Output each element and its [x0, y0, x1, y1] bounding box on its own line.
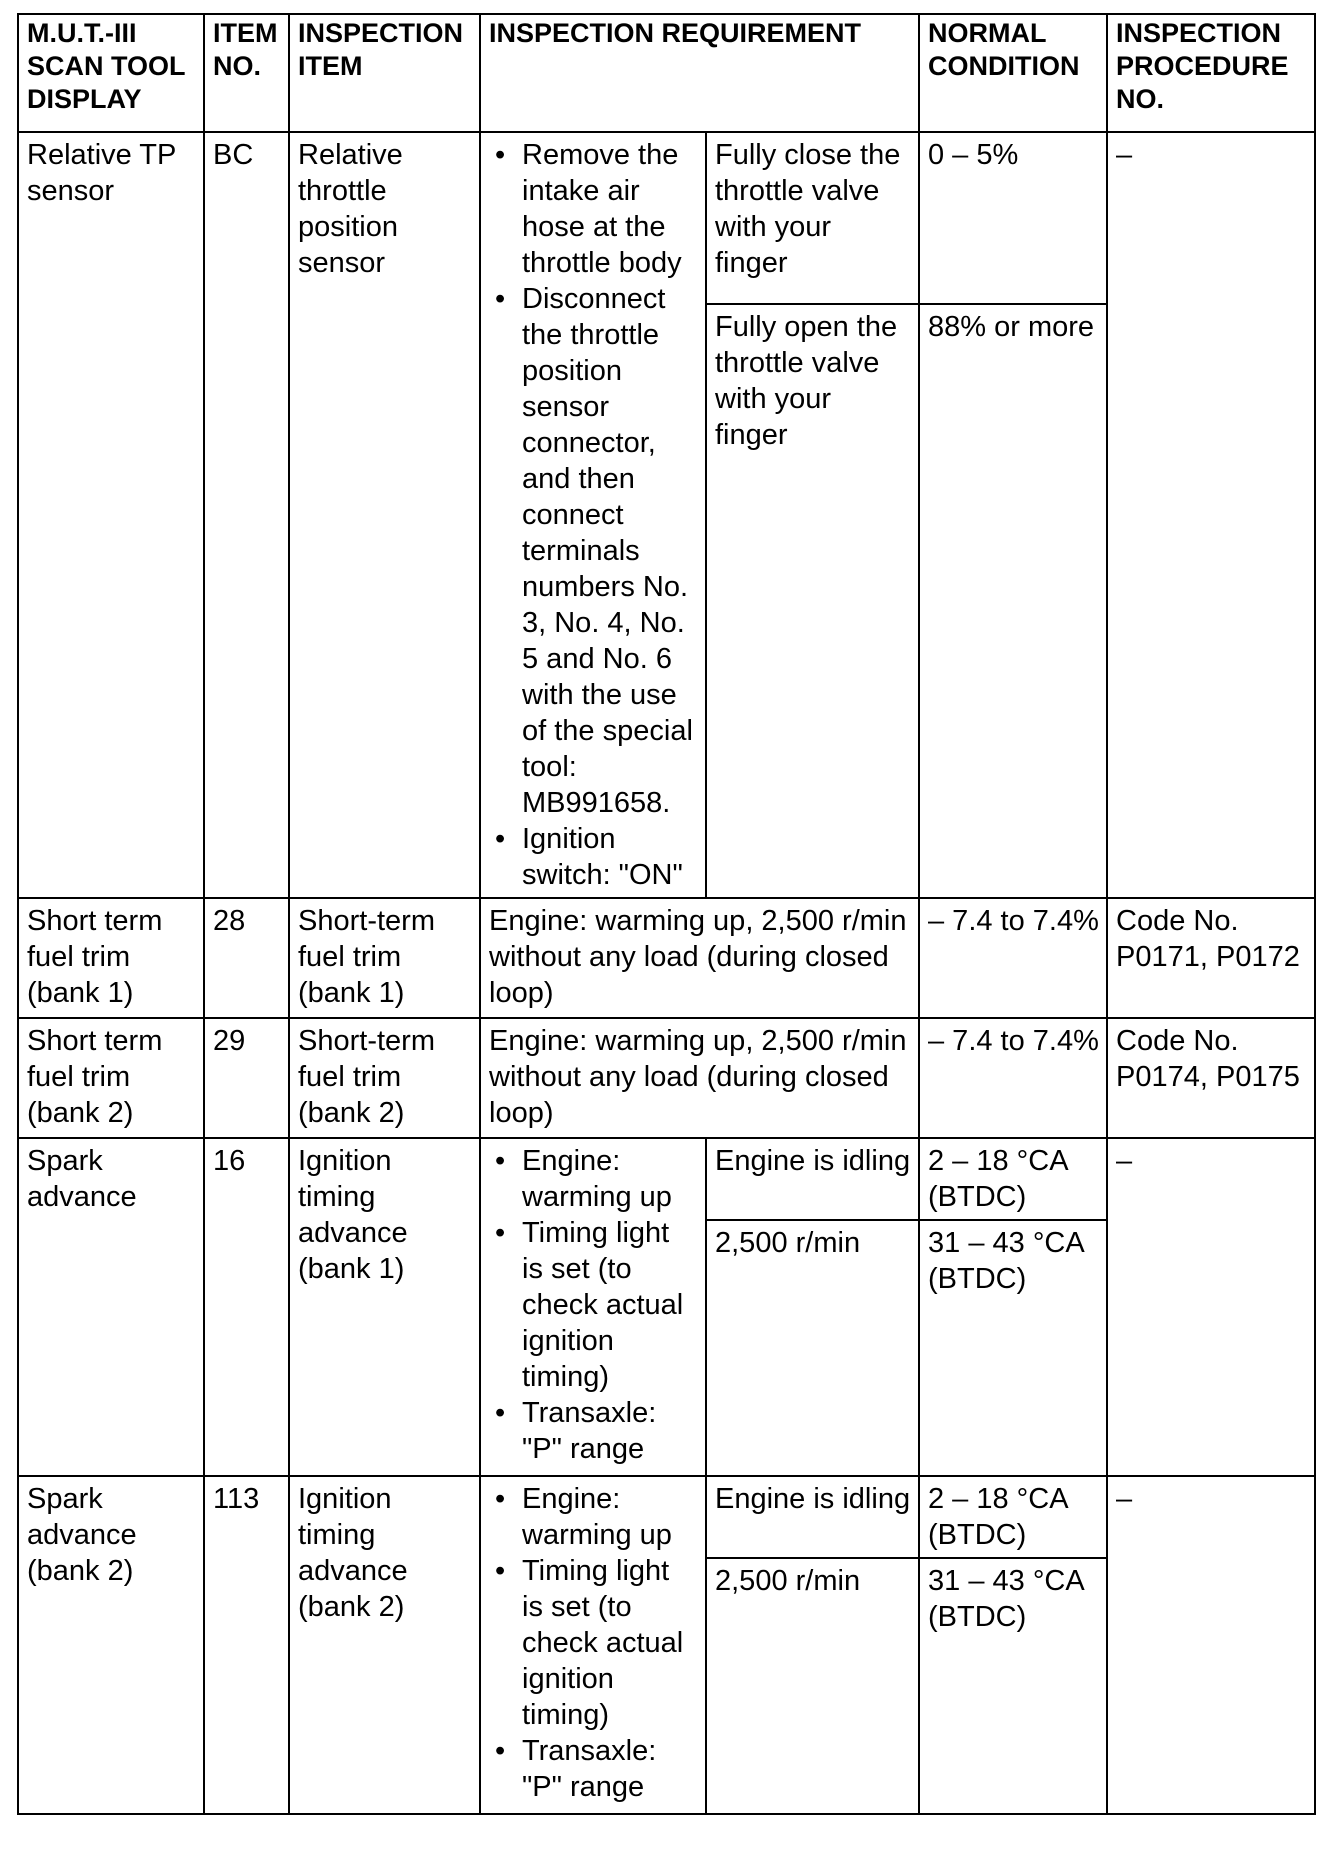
- cell-sub-condition: Engine is idling: [706, 1476, 919, 1558]
- cell-item: Ignition timing advance (bank 1): [289, 1138, 480, 1476]
- cell-sub-condition: Engine is idling: [706, 1138, 919, 1220]
- requirement-bullet: • Timing light is set (to check actual ignition timing): [489, 1215, 698, 1395]
- cell-display: Relative TP sensor: [18, 132, 204, 898]
- cell-procedure: –: [1107, 1476, 1315, 1814]
- cell-display: Spark advance (bank 2): [18, 1476, 204, 1814]
- table-row: [18, 898, 1315, 1018]
- header-display: M.U.T.-III SCAN TOOL DISPLAY: [18, 14, 204, 132]
- table-row: [18, 1476, 1315, 1558]
- cell-item: Ignition timing advance (bank 2): [289, 1476, 480, 1814]
- requirement-bullet: • Engine: warming up: [489, 1143, 698, 1215]
- requirement-bullet: • Timing light is set (to check actual ignition timing): [489, 1553, 698, 1733]
- header-row: [18, 14, 1315, 132]
- cell-sub-condition: 2,500 r/min: [706, 1558, 919, 1814]
- cell-display: Short term fuel trim (bank 1): [18, 898, 204, 1018]
- requirement-bullet: • Transaxle: "P" range: [489, 1733, 698, 1805]
- header-requirement: INSPECTION REQUIREMENT: [480, 14, 919, 132]
- cell-display: Short term fuel trim (bank 2): [18, 1018, 204, 1138]
- cell-item-no: 113: [204, 1476, 289, 1814]
- cell-normal: 31 – 43 °CA (BTDC): [919, 1220, 1107, 1476]
- cell-normal: 88% or more: [919, 304, 1107, 898]
- inspection-table-container: [17, 13, 1316, 1815]
- cell-display: Spark advance: [18, 1138, 204, 1476]
- header-item: INSPECTION ITEM: [289, 14, 480, 132]
- table-row: [18, 1138, 1315, 1220]
- cell-normal: 2 – 18 °CA (BTDC): [919, 1138, 1107, 1220]
- cell-requirement-list: [480, 1476, 706, 1814]
- table-row: [18, 1018, 1315, 1138]
- cell-sub-condition: Fully open the throttle valve with your finger: [706, 304, 919, 898]
- cell-item-no: 16: [204, 1138, 289, 1476]
- cell-requirement: Engine: warming up, 2,500 r/min without any load (during closed loop): [480, 898, 919, 1018]
- requirement-bullet: • Remove the intake air hose at the throttle body: [489, 137, 698, 281]
- header-item-no: ITEM NO.: [204, 14, 289, 132]
- cell-requirement: Engine: warming up, 2,500 r/min without any load (during closed loop): [480, 1018, 919, 1138]
- header-condition: NORMAL CONDITION: [919, 14, 1107, 132]
- inspection-table: [17, 13, 1316, 1815]
- header-procedure: INSPECTION PROCEDURE NO.: [1107, 14, 1315, 132]
- cell-item: Short-term fuel trim (bank 2): [289, 1018, 480, 1138]
- cell-requirement-list: [480, 132, 706, 898]
- cell-requirement-list: [480, 1138, 706, 1476]
- cell-normal: – 7.4 to 7.4%: [919, 1018, 1107, 1138]
- cell-normal: 0 – 5%: [919, 132, 1107, 304]
- requirement-bullet: • Ignition switch: "ON": [489, 821, 698, 893]
- cell-procedure: –: [1107, 1138, 1315, 1476]
- requirement-bullet: • Engine: warming up: [489, 1481, 698, 1553]
- cell-item-no: 29: [204, 1018, 289, 1138]
- cell-normal: 31 – 43 °CA (BTDC): [919, 1558, 1107, 1814]
- cell-item-no: BC: [204, 132, 289, 898]
- cell-sub-condition: 2,500 r/min: [706, 1220, 919, 1476]
- table-row: [18, 132, 1315, 304]
- requirement-bullet: • Disconnect the throttle position sensor connector, and then connect terminals numbers No. 3, No. 4, No. 5 and No. 6 with the use of the special tool: MB991658.: [489, 281, 698, 821]
- cell-sub-condition: Fully close the throttle valve with your finger: [706, 132, 919, 304]
- cell-item-no: 28: [204, 898, 289, 1018]
- cell-item: Relative throttle position sensor: [289, 132, 480, 898]
- cell-item: Short-term fuel trim (bank 1): [289, 898, 480, 1018]
- cell-normal: – 7.4 to 7.4%: [919, 898, 1107, 1018]
- cell-normal: 2 – 18 °CA (BTDC): [919, 1476, 1107, 1558]
- requirement-bullet: • Transaxle: "P" range: [489, 1395, 698, 1467]
- cell-procedure: Code No. P0174, P0175: [1107, 1018, 1315, 1138]
- cell-procedure: Code No. P0171, P0172: [1107, 898, 1315, 1018]
- cell-procedure: –: [1107, 132, 1315, 898]
